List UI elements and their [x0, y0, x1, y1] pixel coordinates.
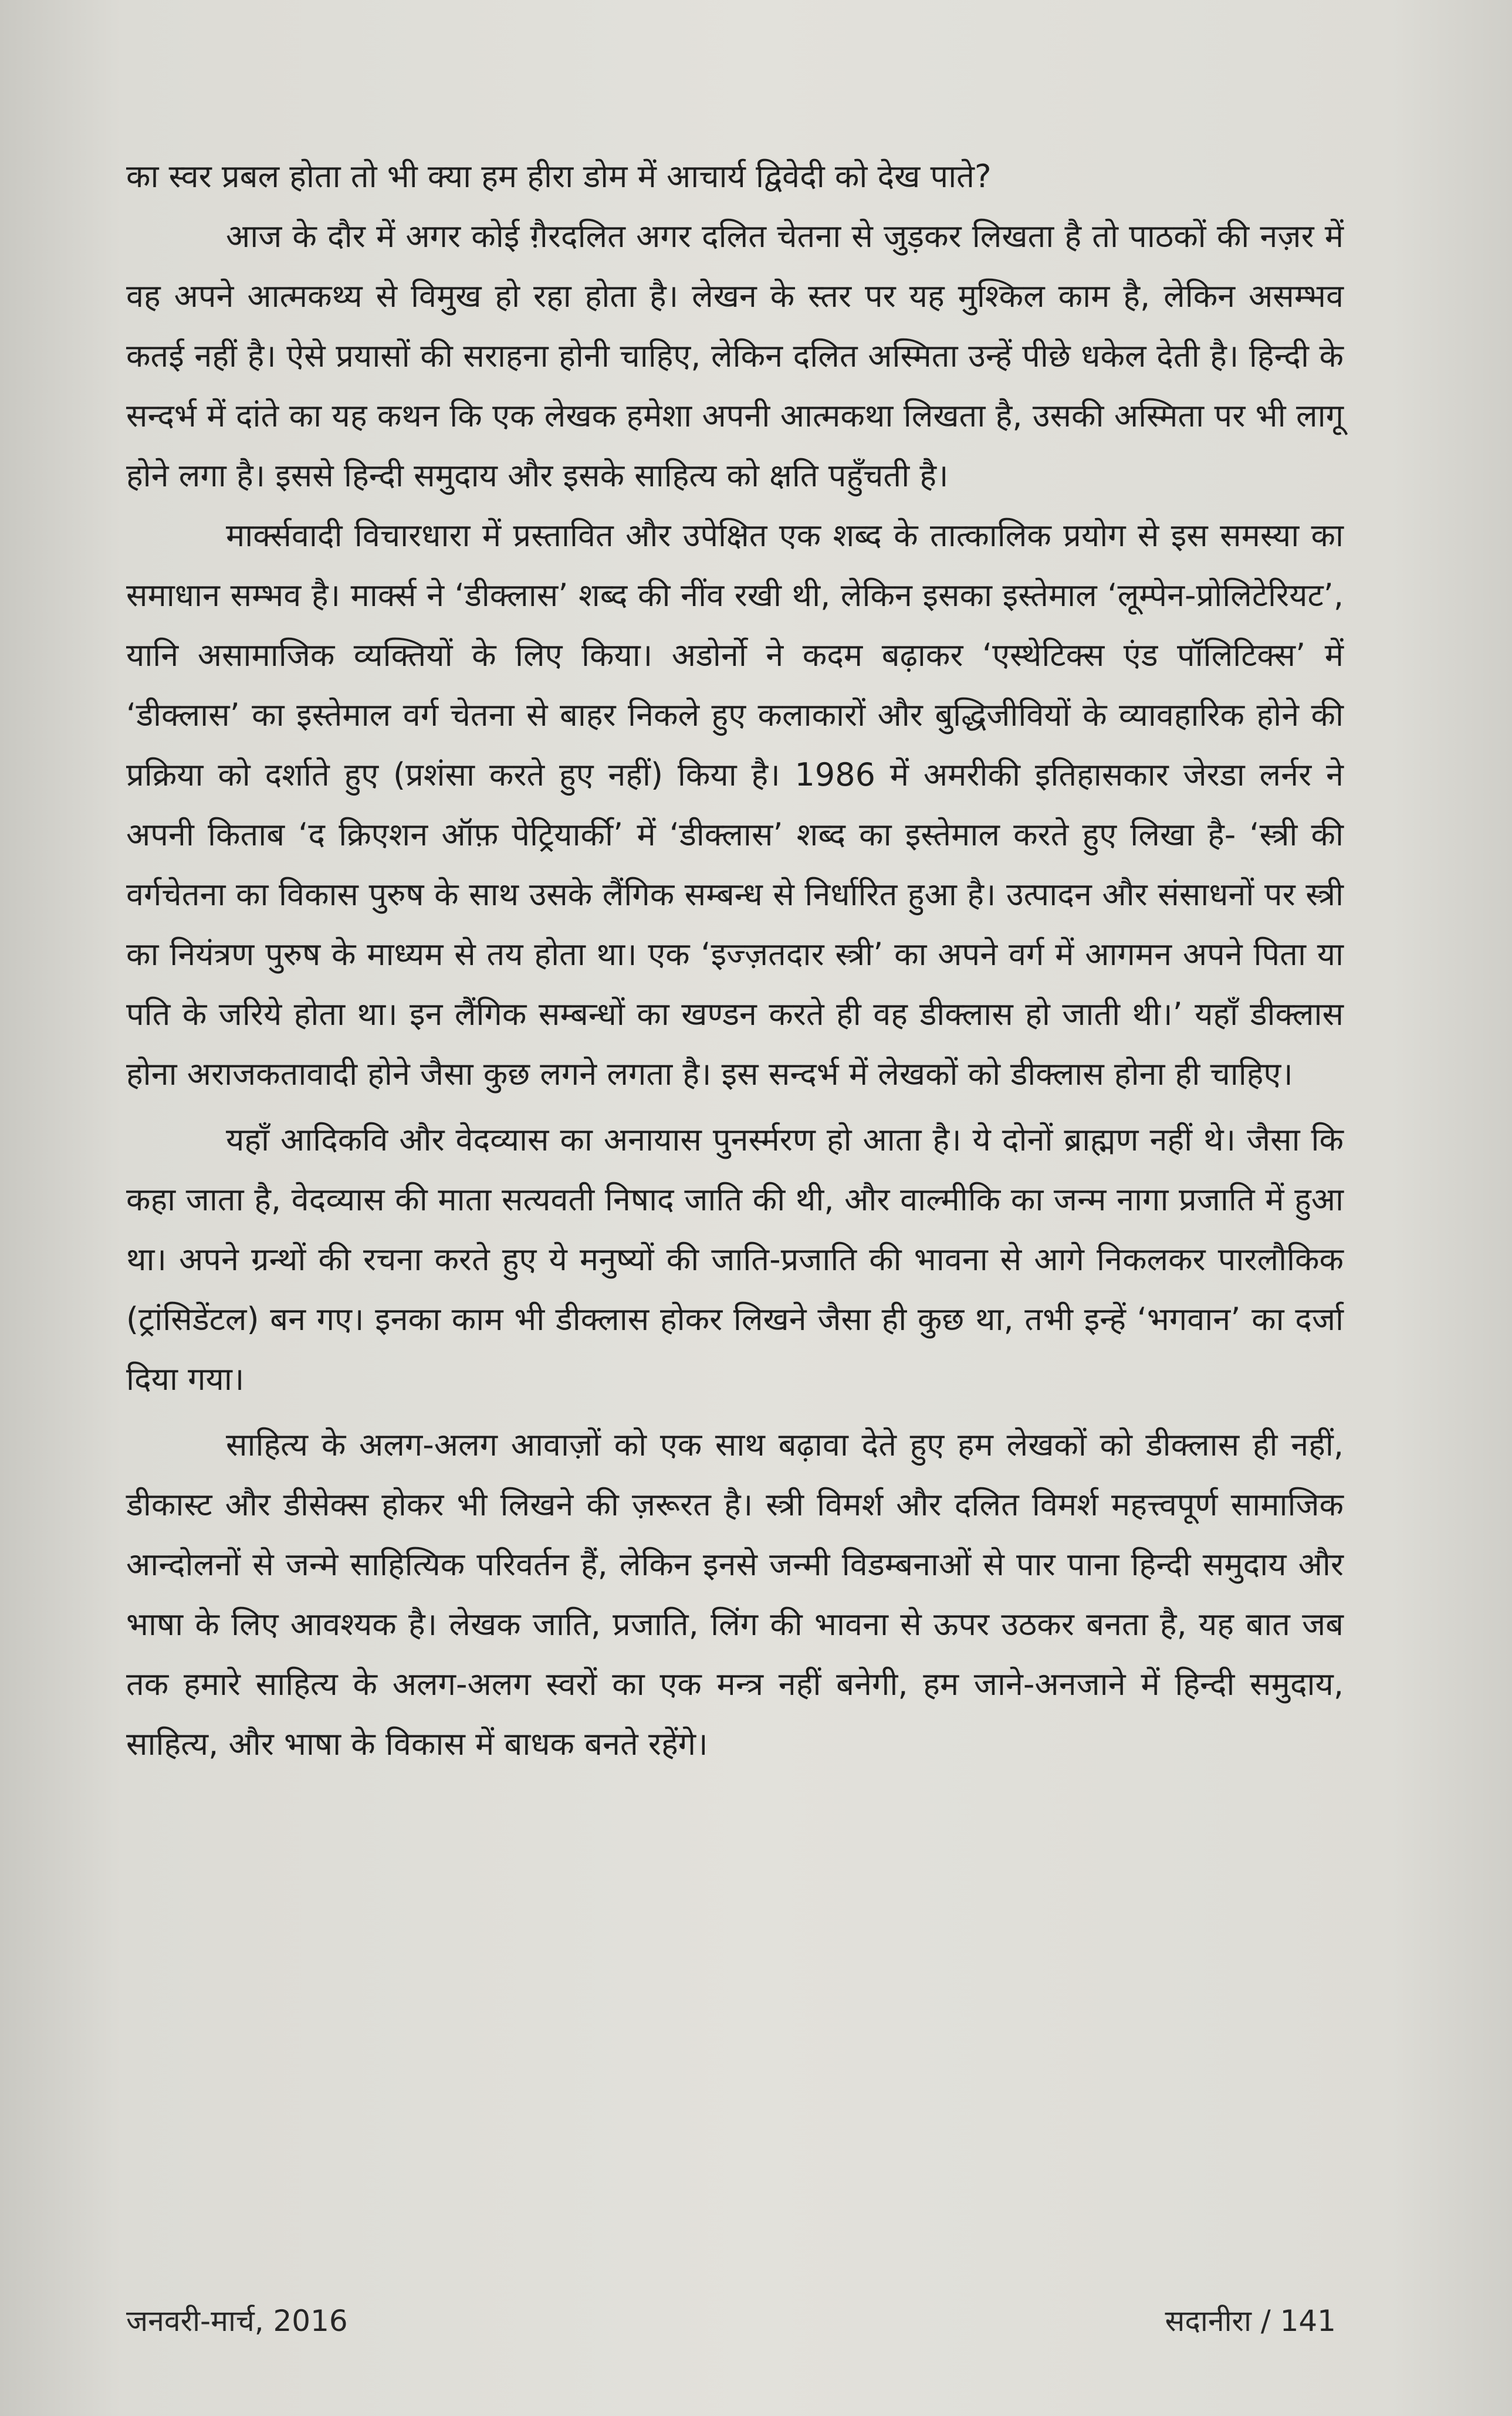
paragraph: आज के दौर में अगर कोई ग़ैरदलित अगर दलित चेतना से जुड़कर लिखता है तो पाठकों की नज़र में वह अपने आत्मकथ्य से विमुख हो रहा होता है। लेखन के स्तर पर यह मुश्किल काम है, लेकिन असम्भव कतई नहीं है। ऐसे प्रयासों की सराहना होनी चाहिए, लेकिन दलित अस्मिता उन्हें पीछे धकेल देती है। हिन्दी के सन्दर्भ में दांते का यह कथन कि एक लेखक हमेशा अपनी आत्मकथा लिखता है, उसकी अस्मिता पर भी लागू होने लगा है। इससे हिन्दी समुदाय और इसके साहित्य को क्षति पहुँचती है।	[126, 218, 1344, 494]
paragraph: साहित्य के अलग-अलग आवाज़ों को एक साथ बढ़ावा देते हुए हम लेखकों को डीक्लास ही नहीं, डीकास्ट और डीसेक्स होकर भी लिखने की ज़रूरत है। स्त्री विमर्श और दलित विमर्श महत्त्वपूर्ण सामाजिक आन्दोलनों से जन्मे साहित्यिक परिवर्तन हैं, लेकिन इनसे जन्मी विडम्बनाओं से पार पाना हिन्दी समुदाय और भाषा के लिए आवश्यक है। लेखक जाति, प्रजाति, लिंग की भावना से ऊपर उठकर बनता है, यह बात जब तक हमारे साहित्य के अलग-अलग स्वरों का एक मन्त्र नहीं बनेगी, हम जाने-अनजाने में हिन्दी समुदाय, साहित्य, और भाषा के विकास में बाधक बनते रहेंगे।	[126, 1426, 1344, 1762]
footer-issue-date: जनवरी-मार्च, 2016	[126, 2304, 348, 2338]
paragraph-continuation: का स्वर प्रबल होता तो भी क्या हम हीरा डोम में आचार्य द्विवेदी को देख पाते?	[126, 158, 992, 195]
paragraph: यहाँ आदिकवि और वेदव्यास का अनायास पुनर्स्मरण हो आता है। ये दोनों ब्राह्मण नहीं थे। जैसा कि कहा जाता है, वेदव्यास की माता सत्यवती निषाद जाति की थी, और वाल्मीकि का जन्म नागा प्रजाति में हुआ था। अपने ग्रन्थों की रचना करते हुए ये मनुष्यों की जाति-प्रजाति की भावना से आगे निकलकर पारलौकिक (ट्रांसिडेंटल) बन गए। इनका काम भी डीक्लास होकर लिखने जैसा ही कुछ था, तभी इन्हें ‘भगवान’ का दर्जा दिया गया।	[126, 1121, 1344, 1398]
footer-page-number: सदानीरा / 141	[1165, 2304, 1336, 2338]
paragraph: मार्क्सवादी विचारधारा में प्रस्तावित और उपेक्षित एक शब्द के तात्कालिक प्रयोग से इस समस्या का समाधान सम्भव है। मार्क्स ने ‘डीक्लास’ शब्द की नींव रखी थी, लेकिन इसका इस्तेमाल ‘लूम्पेन-प्रोलिटेरियट’, यानि असामाजिक व्यक्तियों के लिए किया। अडोर्नो ने कदम बढ़ाकर ‘एस्थेटिक्स एंड पॉलिटिक्स’ में ‘डीक्लास’ का इस्तेमाल वर्ग चेतना से बाहर निकले हुए कलाकारों और बुद्धिजीवियों के व्यावहारिक होने की प्रक्रिया को दर्शाते हुए (प्रशंसा करते हुए नहीं) किया है। 1986 में अमरीकी इतिहासकार जेरडा लर्नर ने अपनी किताब ‘द क्रिएशन ऑफ़ पेट्रियार्की’ में ‘डीक्लास’ शब्द का इस्तेमाल करते हुए लिखा है- ‘स्त्री की वर्गचेतना का विकास पुरुष के साथ उसके लैंगिक सम्बन्ध से निर्धारित हुआ है। उत्पादन और संसाधनों पर स्त्री का नियंत्रण पुरुष के माध्यम से तय होता था। एक ‘इज्ज़तदार स्त्री’ का अपने वर्ग में आगमन अपने पिता या पति के जरिये होता था। इन लैंगिक सम्बन्धों का खण्डन करते ही वह डीक्लास हो जाती थी।’ यहाँ डीक्लास होना अराजकतावादी होने जैसा कुछ लगने लगता है। इस सन्दर्भ में लेखकों को डीक्लास होना ही चाहिए।	[126, 517, 1344, 1092]
article-body	[126, 147, 1344, 1774]
